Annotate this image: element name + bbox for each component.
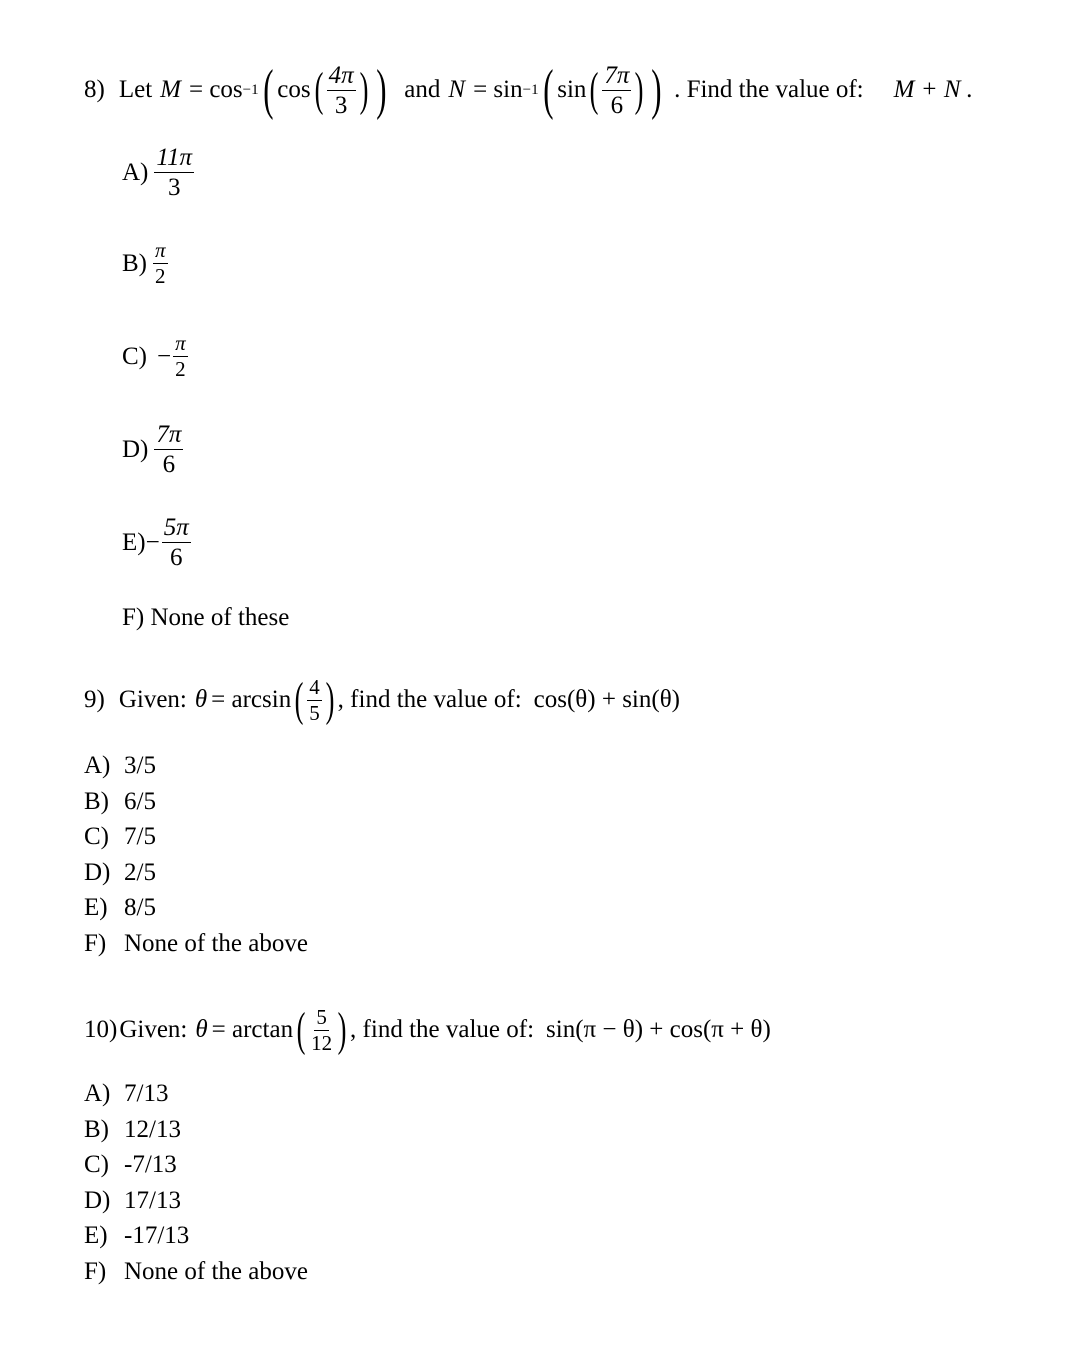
var-n: N	[448, 76, 466, 103]
theta: θ	[195, 1016, 208, 1043]
answer-text: 17/13	[124, 1186, 181, 1214]
paren-open: (	[590, 63, 599, 116]
fraction-num: π	[155, 238, 166, 262]
answer-sign: −	[145, 528, 160, 556]
answer-f: F) None of these	[122, 604, 290, 631]
answer-e	[122, 515, 191, 570]
answer-label: D)	[84, 858, 111, 886]
outer-func: = cos	[188, 76, 243, 103]
answer-label: D)	[122, 435, 149, 463]
answer-list-10	[84, 1076, 308, 1289]
answer-item	[84, 855, 308, 891]
answer-text: 7/13	[124, 1080, 169, 1107]
answer-item	[84, 1254, 308, 1290]
paren-open: (	[296, 1003, 306, 1056]
fraction-num: 7π	[604, 61, 630, 89]
inner-func: cos	[277, 76, 311, 103]
fraction-den: 6	[169, 544, 183, 571]
inner-func: sin	[557, 76, 587, 103]
paren-close: )	[651, 59, 662, 121]
paren-close: )	[635, 63, 644, 116]
paren-open: (	[294, 673, 304, 726]
question-number: 9)	[84, 686, 105, 713]
var-m: M	[160, 76, 181, 103]
fraction-den: 3	[167, 174, 181, 201]
answer-label: E)	[84, 894, 108, 921]
answer-fraction	[154, 422, 183, 477]
answer-label: A)	[84, 1080, 111, 1107]
fraction-num: π	[175, 331, 186, 355]
stem-lead: Given:	[119, 1016, 188, 1043]
expression: sin(π − θ) + cos(π + θ)	[546, 1016, 771, 1043]
answer-text: 7/5	[124, 823, 156, 850]
answer-item	[84, 1076, 308, 1112]
fraction-num: 5π	[163, 514, 189, 541]
fraction-num: 4π	[328, 61, 354, 89]
answer-text: -7/13	[124, 1151, 177, 1178]
fraction-num: 11π	[156, 144, 193, 171]
paren-open: (	[542, 59, 554, 121]
prompt-text: . Find the value of:	[674, 76, 864, 103]
fraction-num: 4	[309, 674, 320, 699]
answer-label: E)	[84, 1222, 108, 1249]
theta: θ	[194, 686, 208, 713]
paren-close: )	[359, 63, 369, 116]
fraction-den: 12	[311, 1030, 333, 1055]
prompt-text: , find the value of:	[350, 1016, 535, 1043]
fraction-den: 6	[610, 91, 624, 119]
answer-item	[84, 819, 308, 855]
fraction	[307, 674, 322, 725]
answer-text: -17/13	[124, 1222, 190, 1249]
paren-close: )	[325, 673, 335, 726]
function-name: = arcsin	[211, 686, 292, 713]
connector: and	[404, 76, 441, 103]
answer-item	[84, 1112, 308, 1148]
answer-label: E)	[122, 528, 146, 556]
answer-text: None of the above	[124, 929, 308, 957]
answer-b	[122, 240, 168, 287]
fraction-den: 3	[334, 91, 348, 119]
fraction-num: 5	[316, 1004, 327, 1029]
answer-item	[84, 926, 308, 962]
fraction-den: 5	[309, 700, 320, 725]
fraction-num: 7π	[156, 421, 182, 448]
expression: M + N .	[893, 76, 974, 103]
fraction-den: 2	[155, 264, 166, 288]
paren-close: )	[337, 1003, 347, 1056]
fraction	[309, 1004, 334, 1055]
answer-fraction	[162, 515, 191, 570]
fraction-den: 2	[175, 357, 186, 381]
answer-item	[84, 1218, 308, 1254]
question-number: 10)	[84, 1016, 118, 1043]
question-number: 8)	[84, 76, 105, 103]
answer-label: C)	[84, 823, 109, 850]
answer-sign: −	[157, 342, 172, 370]
function-name: = arctan	[211, 1016, 294, 1043]
answer-label: B)	[84, 1115, 109, 1143]
answer-d	[122, 422, 183, 477]
answer-text: 2/5	[124, 858, 156, 886]
answer-text: 8/5	[124, 894, 156, 921]
question-9-stem	[84, 668, 680, 732]
answer-label: A)	[84, 752, 111, 779]
prompt-text: , find the value of:	[337, 686, 522, 713]
answer-text: 3/5	[124, 752, 156, 779]
stem-lead: Given:	[118, 686, 187, 713]
answer-label: B)	[122, 249, 147, 277]
answer-label: A)	[122, 158, 149, 186]
paren-open: (	[262, 59, 274, 121]
answer-item	[84, 748, 308, 784]
stem-lead: Let	[118, 76, 153, 103]
answer-a	[122, 145, 194, 200]
answer-label: C)	[84, 1151, 109, 1178]
answer-text: None of the above	[124, 1257, 308, 1285]
expression: cos(θ) + sin(θ)	[533, 686, 681, 713]
fraction	[602, 63, 631, 118]
inverse-sup: −1	[522, 81, 539, 98]
answer-item	[84, 890, 308, 926]
answer-item	[84, 1147, 308, 1183]
fraction	[327, 63, 356, 118]
answer-label: B)	[84, 787, 109, 815]
answer-fraction	[154, 145, 194, 200]
answer-text: 6/5	[124, 787, 156, 815]
answer-item	[84, 784, 308, 820]
outer-func: = sin	[473, 76, 523, 103]
paren-open: (	[314, 63, 324, 116]
question-10-stem	[84, 998, 771, 1062]
fraction-den: 6	[162, 451, 176, 478]
answer-label: C)	[122, 342, 147, 370]
paren-close: )	[375, 59, 387, 121]
answer-label: F)	[84, 1257, 107, 1285]
answer-c	[122, 333, 188, 380]
question-8-stem	[84, 52, 973, 128]
answer-text: 12/13	[124, 1115, 181, 1143]
answer-label: D)	[84, 1186, 111, 1214]
answer-list-9	[84, 748, 308, 961]
answer-label: F)	[84, 929, 107, 957]
answer-fraction	[153, 240, 168, 287]
inverse-sup: −1	[242, 81, 259, 98]
answer-item	[84, 1183, 308, 1219]
answer-fraction	[173, 333, 188, 380]
